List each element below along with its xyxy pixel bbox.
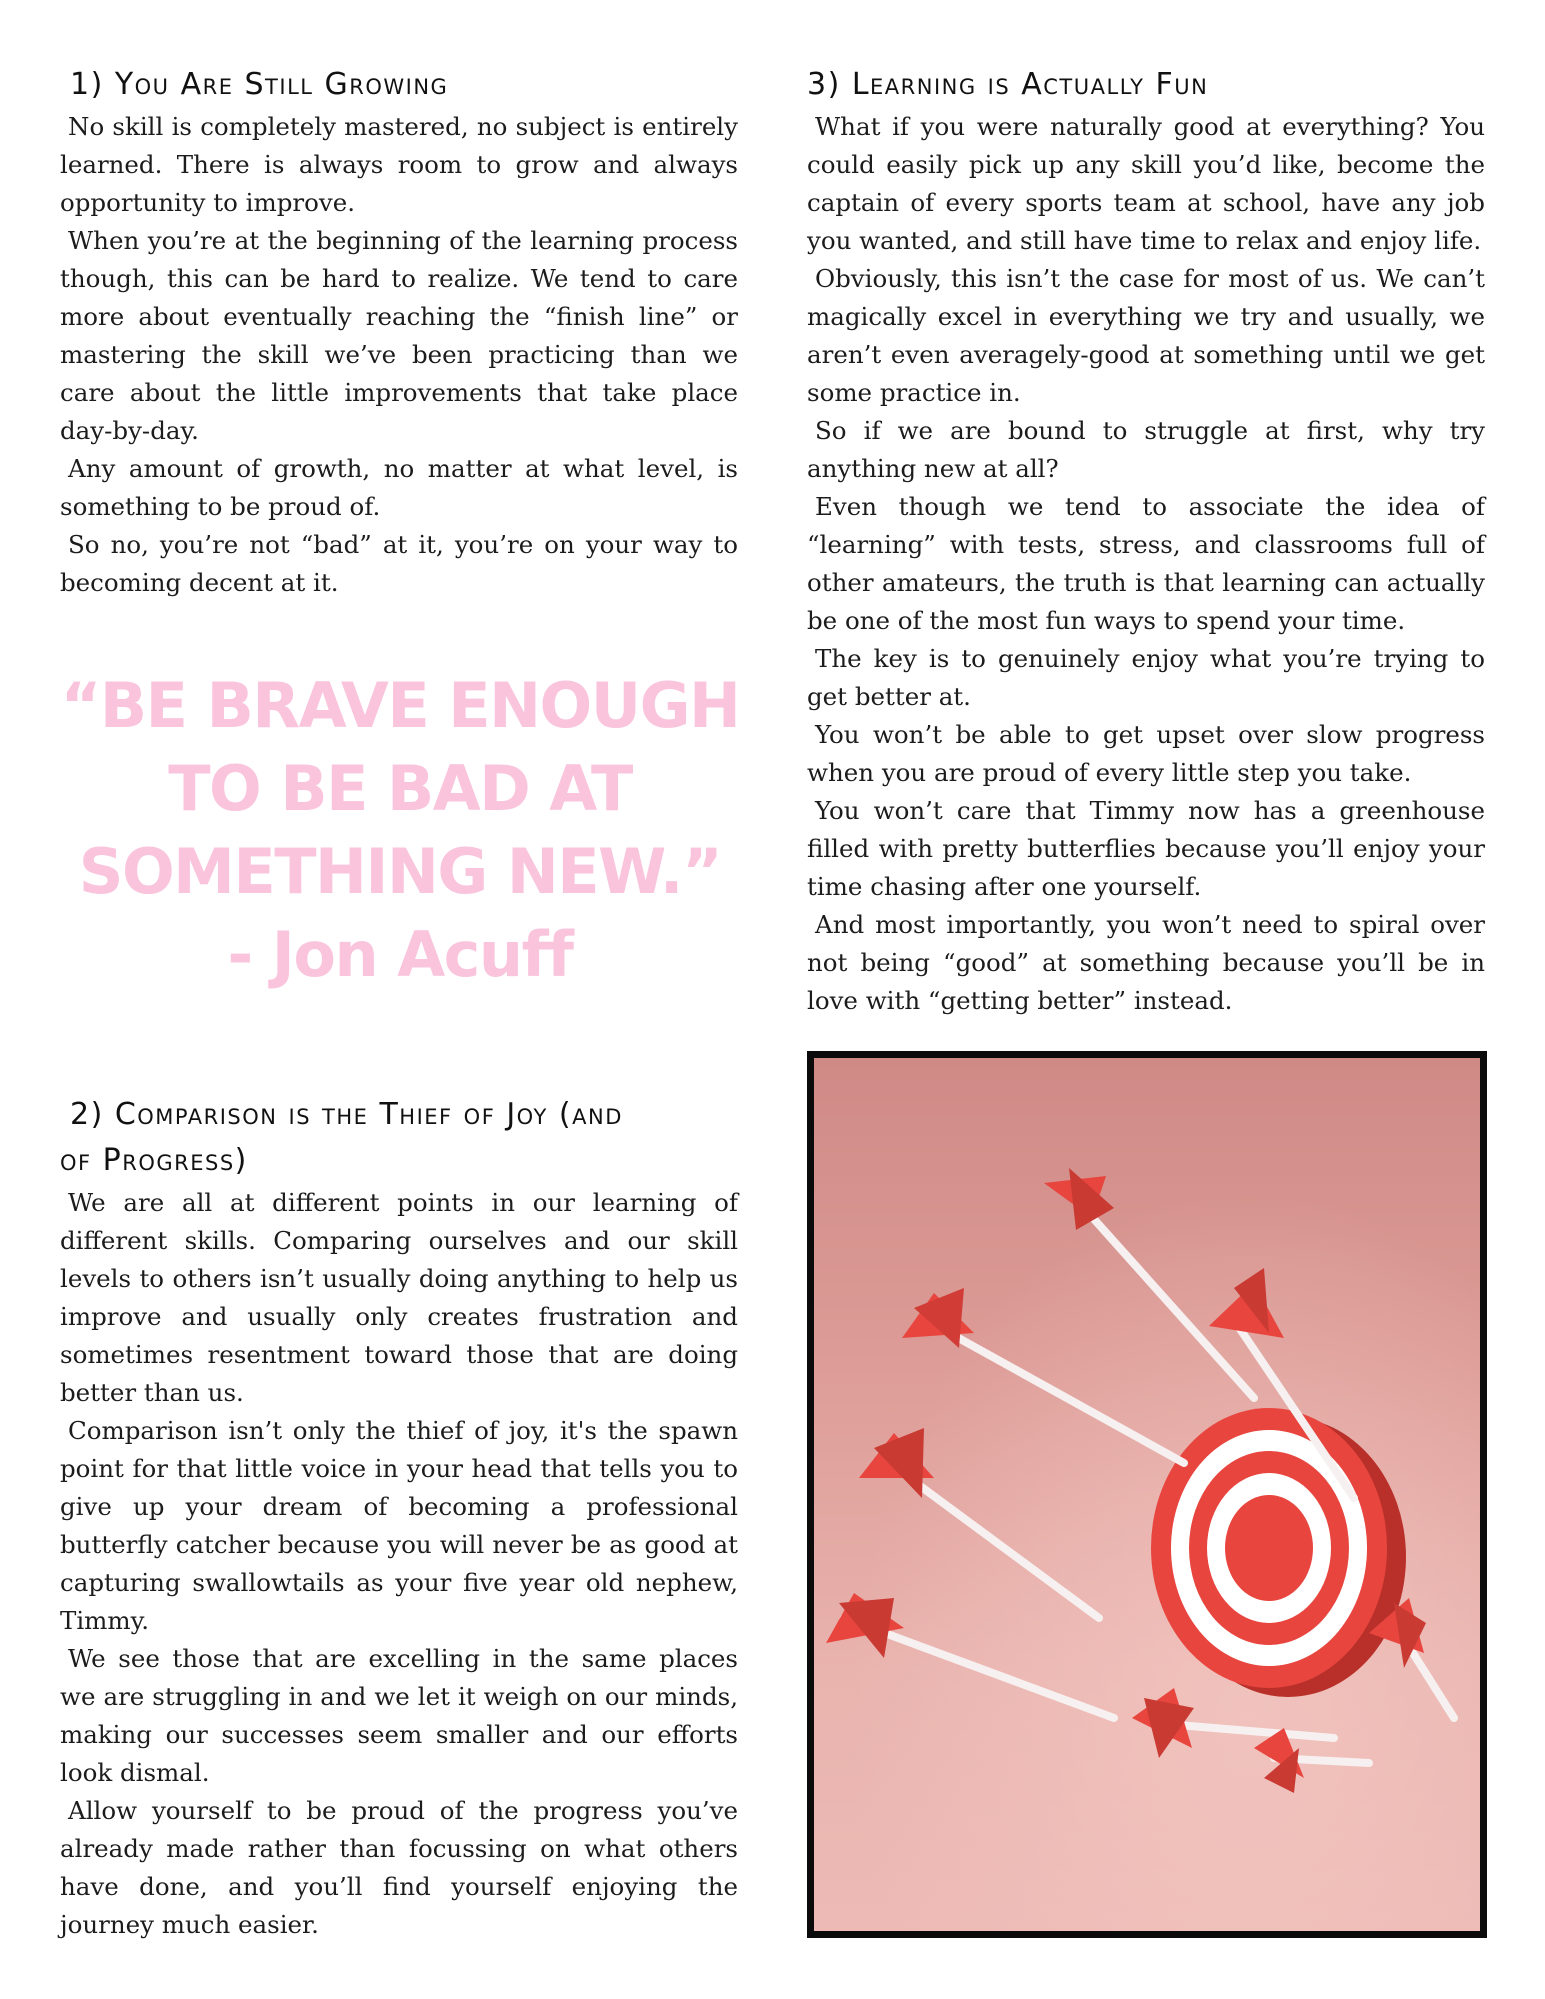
pull-quote — [60, 664, 740, 996]
section3-paragraph: The key is to genuinely enjoy what you’re trying to get better at. — [807, 644, 1485, 711]
quote-attribution: - Jon Acuff — [227, 918, 573, 991]
quote-line: “BE BRAVE ENOUGH — [60, 669, 740, 742]
section-learning-is-fun — [807, 62, 1485, 1020]
section-comparison-thief-of-joy — [60, 1092, 738, 1944]
quote-line: SOMETHING NEW.” — [78, 835, 722, 908]
section2-heading-line1: 2) Comparison is the Thief of Joy (and — [70, 1097, 623, 1132]
section1-paragraph: When you’re at the beginning of the learning process though, this can be hard to realize. We tend to care more about eventually reaching the “finish line” or mastering the skill we’ve been practicing than we care about the little improvements that take place day-by-day. — [60, 226, 738, 445]
section2-paragraph: Allow yourself to be proud of the progress you’ve already made rather than focussing on what others have done, and you’ll find yourself enjoying the journey much easier. — [60, 1796, 738, 1939]
section1-paragraph: So no, you’re not “bad” at it, you’re on your way to becoming decent at it. — [60, 530, 738, 597]
section3-paragraph: Even though we tend to associate the idea of “learning” with tests, stress, and classrooms full of other amateurs, the truth is that learning can actually be one of the most fun ways to spend your time. — [807, 492, 1485, 635]
target-arrows-illustration — [807, 1051, 1487, 1938]
target-illustration-svg — [814, 1058, 1480, 1931]
section1-heading: 1) You Are Still Growing — [70, 67, 449, 102]
section3-paragraph: You won’t care that Timmy now has a greenhouse filled with pretty butterflies because you’ll enjoy your time chasing after one yourself. — [807, 796, 1485, 901]
section3-paragraph: What if you were naturally good at everything? You could easily pick up any skill you’d like, become the captain of every sports team at school, have any job you wanted, and still have time to relax and enjoy life. — [807, 112, 1485, 255]
section3-paragraph: You won’t be able to get upset over slow progress when you are proud of every little step you take. — [807, 720, 1485, 787]
section3-paragraph: Obviously, this isn’t the case for most of us. We can’t magically excel in everything we try and usually, we aren’t even averagely-good at something until we get some practice in. — [807, 264, 1485, 407]
section2-heading-line2: of Progress) — [60, 1143, 248, 1178]
section2-paragraph: Comparison isn’t only the thief of joy, it's the spawn point for that little voice in your head that tells you to give up your dream of becoming a professional butterfly catcher because you will never be as good at capturing swallowtails as your five year old nephew, Timmy. — [60, 1416, 738, 1635]
section3-paragraph: And most importantly, you won’t need to spiral over not being “good” at something because you’ll be in love with “getting better” instead. — [807, 910, 1485, 1015]
section1-paragraph: No skill is completely mastered, no subject is entirely learned. There is always room to grow and always opportunity to improve. — [60, 112, 738, 217]
section1-paragraph: Any amount of growth, no matter at what level, is something to be proud of. — [60, 454, 738, 521]
section2-paragraph: We see those that are excelling in the same places we are struggling in and we let it weigh on our minds, making our successes seem smaller and our efforts look dismal. — [60, 1644, 738, 1787]
section3-heading: 3) Learning is Actually Fun — [807, 67, 1209, 102]
section3-paragraph: So if we are bound to struggle at first, why try anything new at all? — [807, 416, 1485, 483]
quote-line: TO BE BAD AT — [168, 752, 632, 825]
section2-paragraph: We are all at different points in our learning of different skills. Comparing ourselves and our skill levels to others isn’t usually doing anything to help us improve and usually only creates frustration and sometimes resentment toward those that are doing better than us. — [60, 1188, 738, 1407]
section-you-are-still-growing — [60, 62, 738, 602]
section2-heading — [60, 1092, 738, 1184]
